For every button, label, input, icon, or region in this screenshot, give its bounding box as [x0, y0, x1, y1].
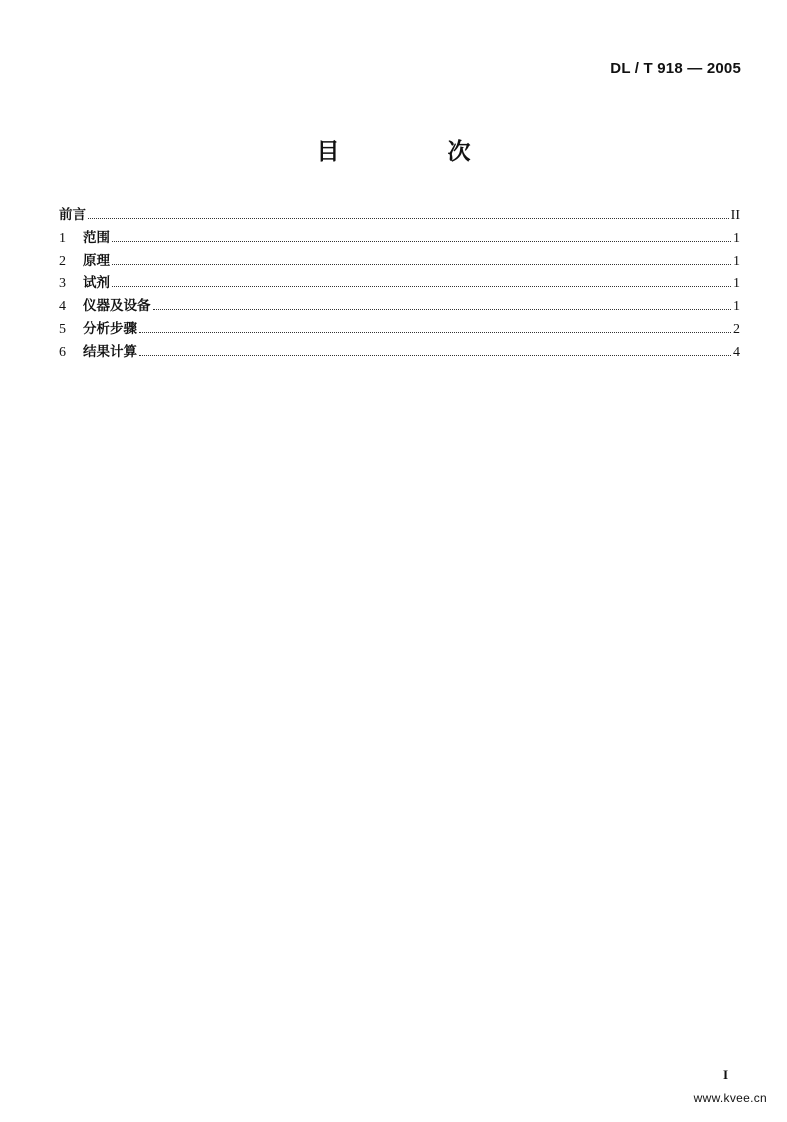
dot-leader [88, 217, 729, 219]
page-number: I [723, 1067, 729, 1082]
standard-code: DL / T 918 — 2005 [610, 60, 741, 77]
toc-entry[interactable] [59, 272, 740, 295]
toc-entry-number: 2 [59, 253, 66, 269]
toc-entry-number: 4 [59, 299, 66, 315]
toc-entry[interactable] [59, 318, 740, 341]
toc-entry[interactable] [59, 227, 740, 250]
toc-entry-label: 结果计算 [83, 343, 137, 360]
toc-entry-page: 4 [733, 344, 740, 360]
toc-entry-page: 1 [733, 299, 740, 315]
toc-entry-number: 5 [59, 321, 66, 337]
dot-leader [112, 240, 731, 242]
toc-entry[interactable] [59, 341, 740, 364]
dot-leader [112, 285, 731, 287]
dot-leader [153, 308, 732, 310]
toc-entry-label: 仪器及设备 [83, 298, 151, 315]
toc-entry-number: 3 [59, 276, 66, 292]
toc-entry-page: 1 [733, 253, 740, 269]
dot-leader [139, 354, 731, 356]
toc-entry-label: 原理 [83, 252, 110, 269]
toc-entry-label: 分析步骤 [83, 320, 137, 337]
toc-entry-page: II [730, 208, 740, 223]
toc-entry-number: 6 [59, 344, 66, 360]
toc-entry-page: 1 [733, 276, 740, 292]
page-title: 目 次 [316, 139, 521, 165]
toc-entry[interactable] [59, 295, 740, 318]
toc-entry-label: 前言 [59, 207, 86, 223]
toc-entry[interactable] [59, 204, 740, 227]
toc-entry-page: 1 [733, 230, 740, 246]
dot-leader [112, 263, 731, 265]
site-url-watermark: www.kvee.cn [693, 1091, 767, 1105]
toc-entry-page: 2 [733, 321, 740, 337]
toc-entry-label: 试剂 [83, 275, 110, 292]
toc-entry[interactable] [59, 250, 740, 273]
table-of-contents [59, 204, 740, 364]
toc-entry-label: 范围 [83, 229, 110, 246]
dot-leader [139, 331, 731, 333]
toc-entry-number: 1 [59, 230, 66, 246]
